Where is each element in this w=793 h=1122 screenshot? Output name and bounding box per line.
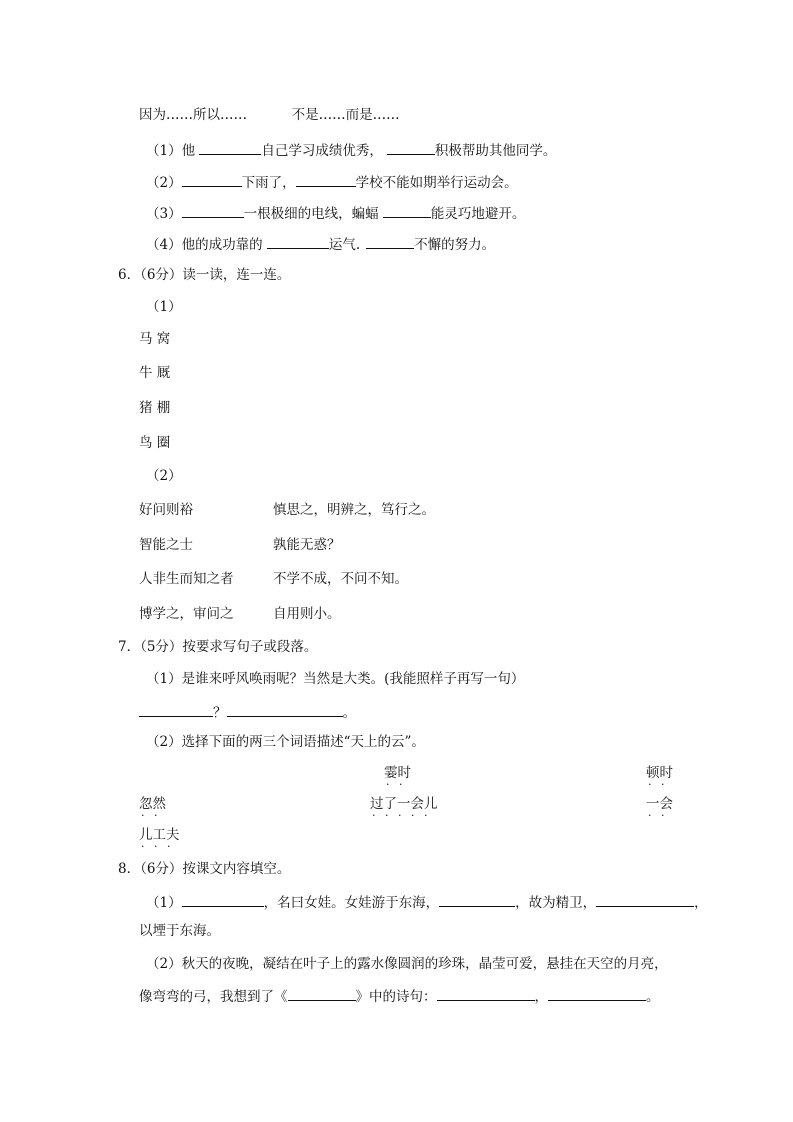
q7-sub1: （1）是谁来呼风唤雨呢？当然是大类。(我能照样子再写一句） <box>146 671 525 687</box>
animal-pair: 鸟 圈 <box>139 435 171 451</box>
q7-title: 7．（5分）按要求写句子或段落。 <box>118 639 318 655</box>
q8-sub2-line2: 像弯弯的弓，我想到了《 》中的诗句： ， 。 <box>139 986 660 1006</box>
q6-title: 6．（6分）读一读，连一连。 <box>118 267 291 283</box>
fill-blank[interactable] <box>199 140 261 155</box>
fill-blank[interactable] <box>182 892 264 907</box>
proverb-right: 慎思之，明辨之，笃行之。 <box>273 502 435 518</box>
word-option: 忽然 · · <box>139 795 166 813</box>
pair-options <box>139 106 400 124</box>
proverb-left: 智能之士 <box>139 537 193 553</box>
pair-option: 不是……而是…… <box>291 107 400 123</box>
q8-sub1-end: 以堙于东海。 <box>139 923 220 939</box>
fill-blank[interactable] <box>139 702 213 717</box>
proverb-left: 好问则裕 <box>139 502 193 518</box>
q5-item-4: （4）他的成功靠的 运气. 不懈的努力。 <box>146 234 495 254</box>
fill-blank[interactable] <box>267 234 329 249</box>
animal-pair: 猪 棚 <box>139 400 171 416</box>
proverb-left: 博学之，审问之 <box>139 606 234 622</box>
q7-sub2: （2）选择下面的两三个词语描述“天上的云”。 <box>146 734 425 750</box>
fill-blank[interactable] <box>288 986 356 1001</box>
fill-blank[interactable] <box>437 986 535 1001</box>
fill-blank[interactable] <box>296 172 356 187</box>
animal-pair: 牛 厩 <box>139 365 171 381</box>
q8-title: 8．（6分）按课文内容填空。 <box>118 861 291 877</box>
word-option: 一会 · · <box>646 795 673 813</box>
q5-item-1: （1）他 自己学习成绩优秀， 积极帮助其他同学。 <box>146 140 556 160</box>
word-option: 霎时 · · <box>384 764 411 782</box>
fill-blank[interactable] <box>387 140 435 155</box>
fill-blank[interactable] <box>439 892 515 907</box>
q6-sub1: （1） <box>146 299 182 315</box>
q7-answer-line: ？ 。 <box>139 702 356 722</box>
fill-blank[interactable] <box>182 203 244 218</box>
q8-sub2-line1: （2）秋天的夜晚，凝结在叶子上的露水像圆润的珍珠，晶莹可爱，悬挂在天空的月亮， <box>146 956 668 972</box>
q5-item-2: （2） 下雨了， 学校不能如期举行运动会。 <box>146 172 518 192</box>
pair-option: 因为……所以…… <box>139 107 247 123</box>
fill-blank[interactable] <box>383 203 431 218</box>
fill-blank[interactable] <box>366 234 414 249</box>
word-option: 过了一会儿 · · · <box>370 795 438 813</box>
animal-pair: 马 窝 <box>139 331 171 347</box>
q6-sub2: （2） <box>146 468 182 484</box>
proverb-left: 人非生而知之者 <box>139 571 234 587</box>
word-option: 儿工夫 · · · <box>139 826 180 844</box>
fill-blank[interactable] <box>548 986 646 1001</box>
word-option: 顿时 · · <box>646 764 673 782</box>
fill-blank[interactable] <box>182 172 242 187</box>
proverb-right: 不学不成，不问不知。 <box>273 571 408 587</box>
fill-blank[interactable] <box>596 892 694 907</box>
proverb-right: 孰能无惑？ <box>273 537 341 553</box>
q5-item-3: （3） 一根极细的电线，蝙蝠 能灵巧地避开。 <box>146 203 525 223</box>
proverb-right: 自用则小。 <box>273 606 341 622</box>
fill-blank[interactable] <box>227 702 343 717</box>
q8-sub1-line: （1） ，名曰女娃。女娃游于东海， ，故为精卫， ， <box>146 892 708 912</box>
